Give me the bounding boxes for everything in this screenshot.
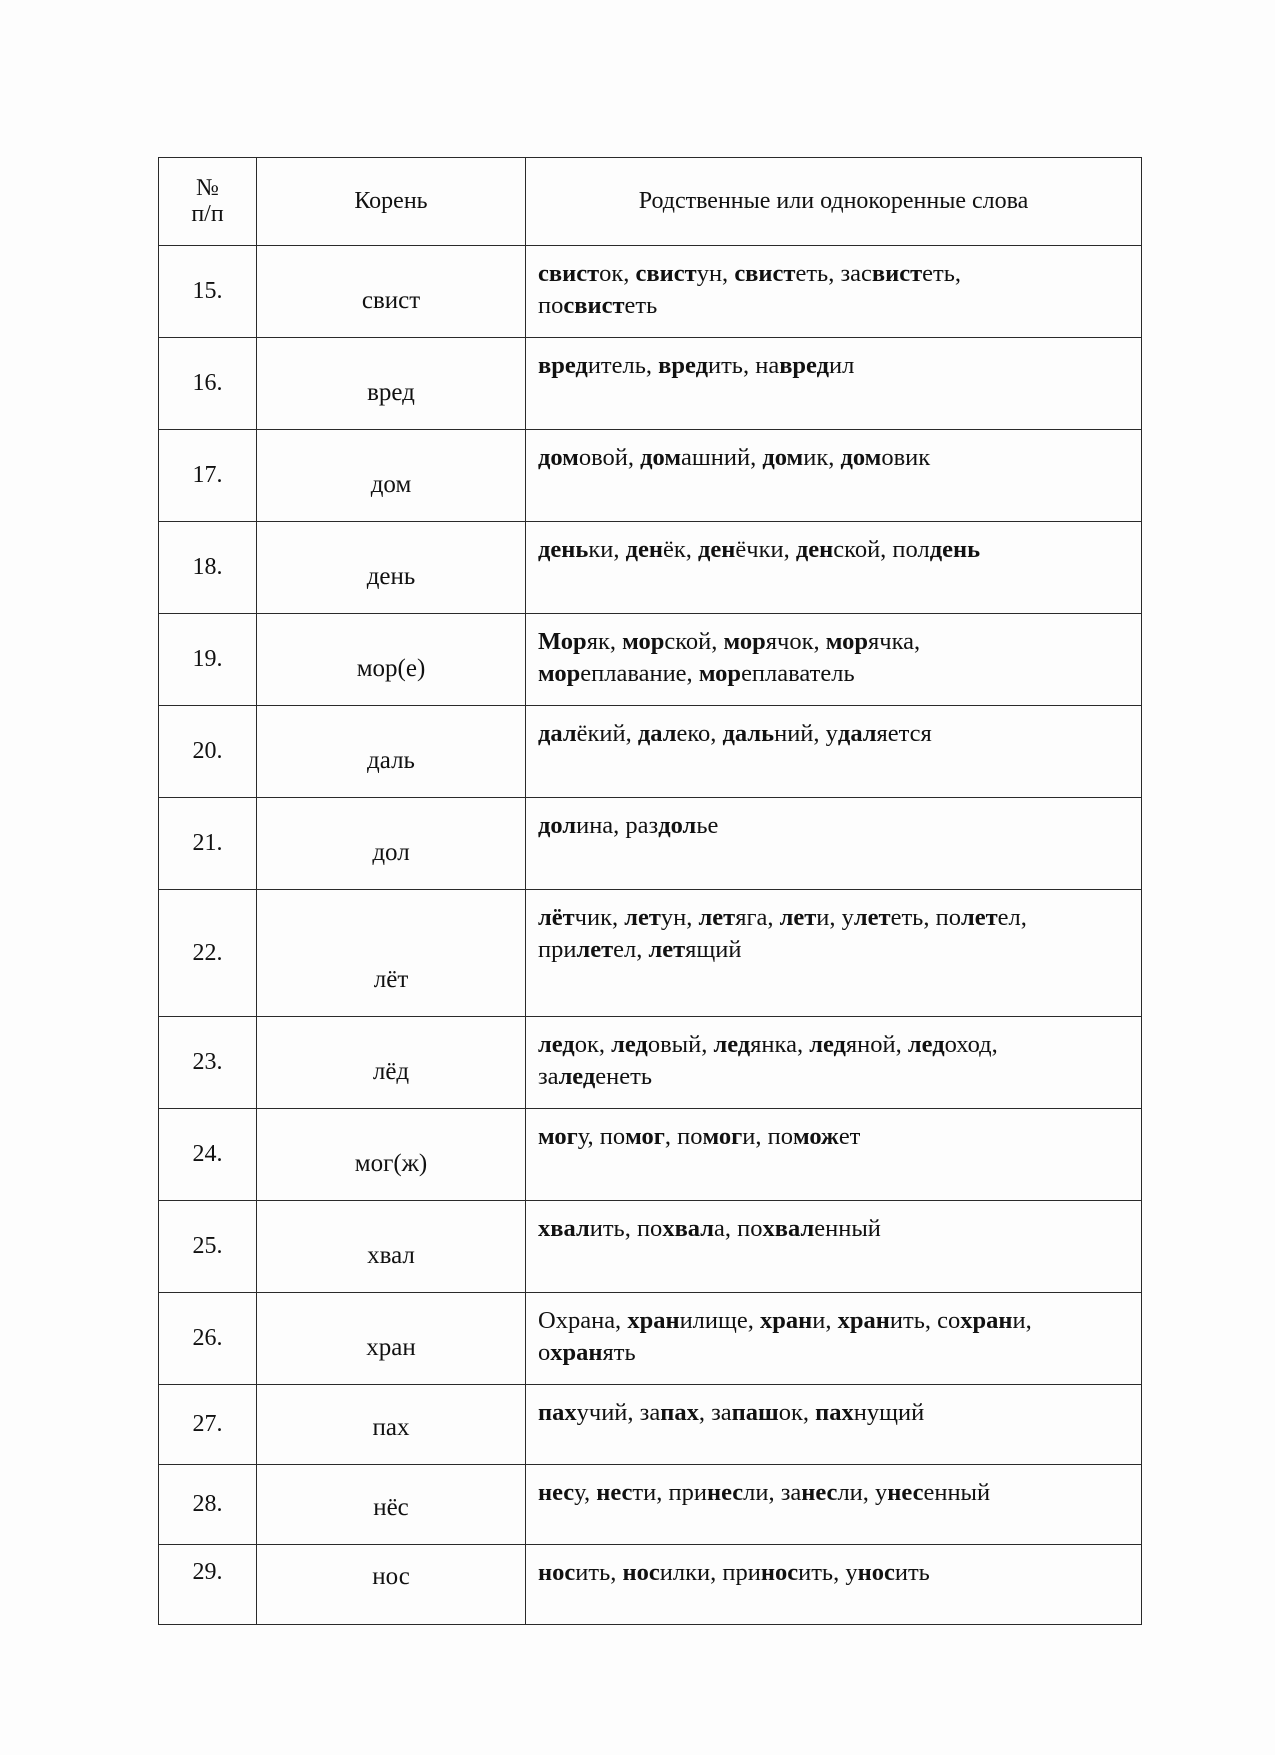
row-related-words [526, 1017, 1142, 1109]
root-segment: свист [734, 260, 796, 287]
row-related-words [526, 614, 1142, 706]
table-row [159, 1545, 1142, 1625]
root-segment: свист [635, 260, 697, 287]
word-segment: еплавание, [580, 660, 699, 687]
row-root: даль [257, 706, 526, 798]
word-segment: ской, пол [833, 536, 930, 563]
header-number-label: № п/п [191, 175, 224, 227]
root-segment: дом [640, 444, 682, 471]
row-root: день [257, 522, 526, 614]
word-segment: у, [574, 1479, 597, 1506]
row-number: 24. [159, 1109, 257, 1201]
row-related-words [526, 246, 1142, 338]
row-number: 19. [159, 614, 257, 706]
root-segment: лет [960, 904, 998, 931]
root-segment: нес [801, 1479, 838, 1506]
word-segment: ти, при [632, 1479, 707, 1506]
table-row [159, 798, 1142, 890]
root-segment: хран [627, 1307, 680, 1334]
row-number: 16. [159, 338, 257, 430]
row-related-words [526, 338, 1142, 430]
root-segment: лёт [538, 904, 575, 931]
root-segment: пах [660, 1399, 699, 1426]
word-segment: ик, [803, 444, 841, 471]
word-segment: ить, [575, 1559, 623, 1586]
root-segment: лет [853, 904, 891, 931]
root-segment: паш [731, 1399, 779, 1426]
word-segment: ской, [664, 628, 724, 655]
root-segment: лет [576, 936, 614, 963]
word-segment: и, [1012, 1307, 1032, 1334]
word-segment: яга, [735, 904, 780, 931]
root-segment: мог [625, 1123, 665, 1150]
root-segment: ден [625, 536, 663, 563]
row-number: 20. [159, 706, 257, 798]
root-segment: ден [795, 536, 834, 563]
root-segment: пах [815, 1399, 854, 1426]
word-segment: енеть [595, 1063, 653, 1090]
table-row [159, 246, 1142, 338]
word-segment: оход, [944, 1031, 998, 1058]
root-segment: лед [558, 1063, 596, 1090]
root-segment: дал [538, 720, 577, 747]
root-segment: лед [907, 1031, 945, 1058]
root-segment: мог [702, 1123, 743, 1150]
row-related-words [526, 1545, 1142, 1625]
word-segment: по [538, 292, 564, 319]
root-segment: хран [550, 1339, 603, 1366]
row-root: мор(е) [257, 614, 526, 706]
root-segment: день [538, 536, 589, 563]
row-related-words [526, 1293, 1142, 1385]
root-segment: дом [840, 444, 882, 471]
word-segment: еть, зас [795, 260, 872, 287]
row-related-words [526, 1201, 1142, 1293]
word-segment: и, у [816, 904, 854, 931]
root-segment: лед [713, 1031, 751, 1058]
root-segment: даль [722, 720, 775, 747]
row-root: нос [257, 1545, 526, 1625]
word-segment: ёчки, [735, 536, 796, 563]
root-segment: хвал [662, 1215, 715, 1242]
row-number: 18. [159, 522, 257, 614]
root-segment: дом [762, 444, 804, 471]
table-row [159, 522, 1142, 614]
root-segment: лет [698, 904, 736, 931]
table-body [159, 246, 1142, 1625]
word-segment: овой, [578, 444, 641, 471]
word-segment: ять [602, 1339, 636, 1366]
root-segment: лед [611, 1031, 648, 1058]
root-segment: вред [658, 352, 708, 379]
word-segment: ок, [778, 1399, 816, 1426]
root-segment: нес [596, 1479, 633, 1506]
table-row [159, 1109, 1142, 1201]
word-segment: у, по [577, 1123, 626, 1150]
root-segment: нес [538, 1479, 575, 1506]
root-segment: пах [538, 1399, 577, 1426]
root-segment: нос [538, 1559, 576, 1586]
word-segment: ить, со [889, 1307, 961, 1334]
word-segment: ёкий, [576, 720, 638, 747]
row-number: 29. [159, 1545, 257, 1625]
word-segment: ящий [685, 936, 742, 963]
row-related-words [526, 1465, 1142, 1545]
word-segment: чик, [574, 904, 625, 931]
root-segment: лет [624, 904, 661, 931]
root-segment: хвал [538, 1215, 590, 1242]
word-segment: ина, раз [576, 812, 659, 839]
table-row [159, 890, 1142, 1017]
row-number: 25. [159, 1201, 257, 1293]
root-segment: нес [887, 1479, 924, 1506]
header-number [159, 158, 257, 246]
word-segment: , за [698, 1399, 732, 1426]
root-segment: лед [809, 1031, 846, 1058]
word-segment: як, [586, 628, 623, 655]
table-row [159, 1465, 1142, 1545]
word-segment: а, [604, 1307, 628, 1334]
row-number: 27. [159, 1385, 257, 1465]
row-root: лёд [257, 1017, 526, 1109]
word-segment: ли, за [743, 1479, 802, 1506]
word-segment: ки, [588, 536, 626, 563]
word-segment: ить, на [707, 352, 780, 379]
word-segment: ок, [574, 1031, 612, 1058]
row-related-words [526, 706, 1142, 798]
word-segment: и, по [742, 1123, 794, 1150]
word-segment: а, по [714, 1215, 763, 1242]
root-segment: мор [723, 628, 766, 655]
row-root: дом [257, 430, 526, 522]
root-segment: дал [637, 720, 677, 747]
word-segment: еть [624, 292, 658, 319]
root-segment: дал [837, 720, 877, 747]
word-segment: ить, у [798, 1559, 858, 1586]
word-segment: илище, [679, 1307, 761, 1334]
word-segment: ёк, [663, 536, 699, 563]
word-segment: ье [696, 812, 719, 839]
root-segment: лед [538, 1031, 575, 1058]
word-segment: яется [876, 720, 932, 747]
row-related-words [526, 798, 1142, 890]
root-segment: лет [779, 904, 817, 931]
root-segment: нес [706, 1479, 744, 1506]
word-segment: илки, при [659, 1559, 761, 1586]
word-segment: енный [814, 1215, 881, 1242]
root-segment: дом [538, 444, 579, 471]
root-segment: нос [760, 1559, 799, 1586]
word-segment: при [538, 936, 577, 963]
row-root: вред [257, 338, 526, 430]
word-segment: , по [664, 1123, 703, 1150]
row-root: пах [257, 1385, 526, 1465]
root-segment: хран [837, 1307, 890, 1334]
row-root: нёс [257, 1465, 526, 1545]
word-roots-table [158, 157, 1142, 1625]
word-segment: нущий [853, 1399, 925, 1426]
word-segment: ил [829, 352, 855, 379]
root-segment: свист [563, 292, 625, 319]
row-number: 23. [159, 1017, 257, 1109]
word-segment: Охран [538, 1307, 605, 1334]
table-row [159, 706, 1142, 798]
root-segment: мож [793, 1123, 839, 1150]
word-segment: овик [881, 444, 931, 471]
row-number: 17. [159, 430, 257, 522]
word-segment: ет [838, 1123, 861, 1150]
root-segment: дол [538, 812, 577, 839]
word-segment: ок, [599, 260, 636, 287]
row-root: лёт [257, 890, 526, 1017]
root-segment: мор [622, 628, 665, 655]
header-related-words-label: Родственные или однокоренные слова [638, 187, 1029, 214]
root-segment: мор [825, 628, 869, 655]
row-related-words [526, 522, 1142, 614]
word-segment: еплаватель [741, 660, 855, 687]
row-number: 28. [159, 1465, 257, 1545]
word-segment: ячок, [765, 628, 826, 655]
table-row [159, 1017, 1142, 1109]
word-segment: овый, [647, 1031, 714, 1058]
word-segment: ун, [696, 260, 735, 287]
word-segment: учий, за [576, 1399, 661, 1426]
word-segment: ить, по [589, 1215, 663, 1242]
table-header-row [159, 158, 1142, 246]
root-segment: мор [698, 660, 742, 687]
row-number: 26. [159, 1293, 257, 1385]
word-segment: еть, [922, 260, 962, 287]
row-root: хвал [257, 1201, 526, 1293]
row-root: хран [257, 1293, 526, 1385]
root-segment: лет [648, 936, 686, 963]
table-row [159, 1385, 1142, 1465]
word-segment: ячка, [868, 628, 921, 655]
row-root: свист [257, 246, 526, 338]
root-segment: хран [960, 1307, 1013, 1334]
root-segment: нос [622, 1559, 660, 1586]
word-segment: еть, по [890, 904, 961, 931]
word-segment: яной, [845, 1031, 908, 1058]
root-segment: вист [871, 260, 923, 287]
row-root: дол [257, 798, 526, 890]
root-segment: вред [538, 352, 588, 379]
word-segment: ли, у [837, 1479, 888, 1506]
root-segment: мор [538, 660, 581, 687]
word-segment: ел, [613, 936, 649, 963]
word-segment: ун, [660, 904, 699, 931]
root-segment: хвал [762, 1215, 815, 1242]
root-segment: хран [760, 1307, 813, 1334]
word-segment: итель, [587, 352, 659, 379]
header-root-label: Корень [354, 187, 428, 214]
row-root: мог(ж) [257, 1109, 526, 1201]
header-root [257, 158, 526, 246]
row-related-words [526, 430, 1142, 522]
word-segment: за [538, 1063, 559, 1090]
table-row [159, 1293, 1142, 1385]
word-segment: ний, у [774, 720, 838, 747]
root-segment: свист [538, 260, 600, 287]
header-related-words [526, 158, 1142, 246]
word-segment: енный [923, 1479, 991, 1506]
root-segment: ден [698, 536, 736, 563]
root-segment: нос [857, 1559, 895, 1586]
table-row [159, 430, 1142, 522]
word-segment: еко, [676, 720, 723, 747]
table-row [159, 338, 1142, 430]
root-segment: Мор [538, 628, 587, 655]
root-segment: вред [779, 352, 830, 379]
row-number: 21. [159, 798, 257, 890]
root-segment: дол [658, 812, 697, 839]
word-segment: ашний, [681, 444, 763, 471]
row-related-words [526, 1385, 1142, 1465]
table-row [159, 614, 1142, 706]
row-number: 15. [159, 246, 257, 338]
row-related-words [526, 1109, 1142, 1201]
word-segment: ить [894, 1559, 930, 1586]
word-segment: ел, [997, 904, 1027, 931]
word-segment: о [538, 1339, 551, 1366]
row-number: 22. [159, 890, 257, 1017]
word-segment: и, [812, 1307, 838, 1334]
root-segment: день [929, 536, 981, 563]
table-row [159, 1201, 1142, 1293]
root-segment: мог [538, 1123, 578, 1150]
row-related-words [526, 890, 1142, 1017]
word-segment: янка, [750, 1031, 810, 1058]
